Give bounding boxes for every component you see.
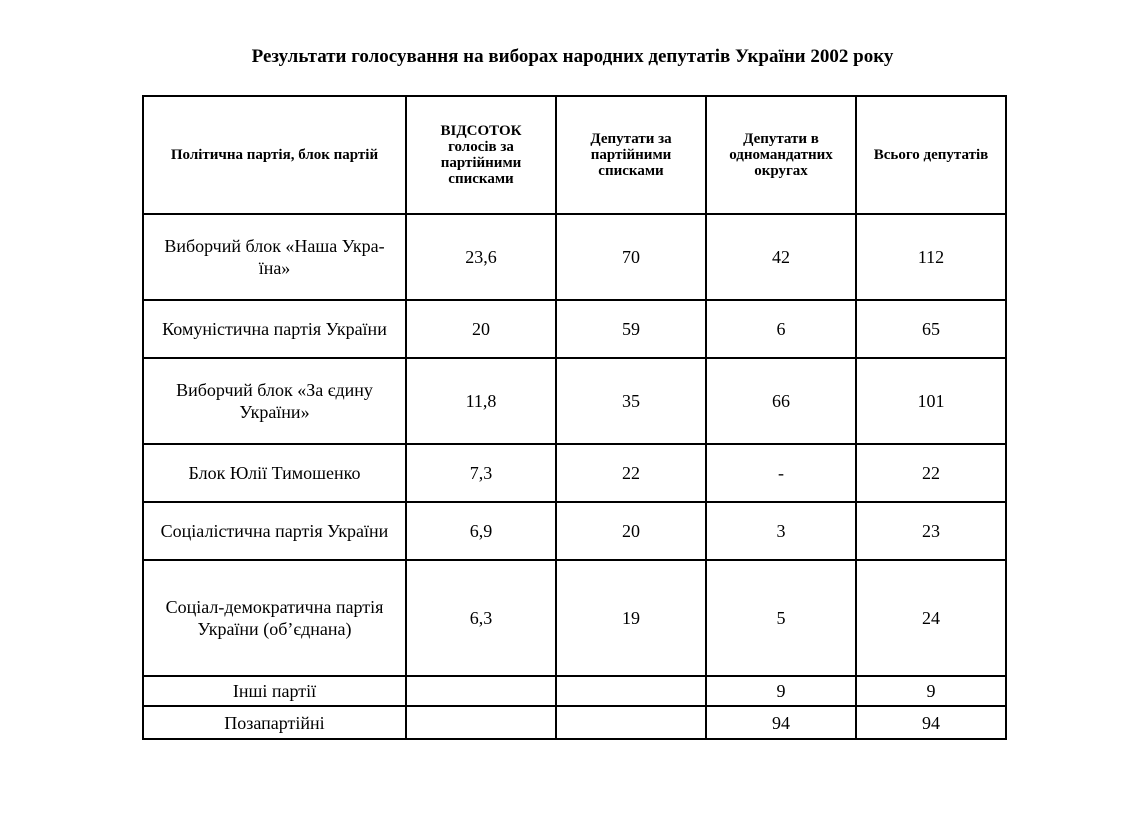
table-row	[143, 300, 1006, 358]
table-row	[143, 358, 1006, 444]
total-cell: 101	[856, 358, 1006, 444]
total-cell: 94	[856, 706, 1006, 739]
list-cell: 35	[556, 358, 706, 444]
table-row	[143, 444, 1006, 502]
header-row	[143, 96, 1006, 214]
total-cell: 65	[856, 300, 1006, 358]
single-cell: 3	[706, 502, 856, 560]
total-cell: 112	[856, 214, 1006, 300]
total-cell: 24	[856, 560, 1006, 676]
party-cell: Комуністична партія України	[143, 300, 406, 358]
header-percent: ВІДСОТОК голосів за партійними списками	[406, 96, 556, 214]
list-cell	[556, 676, 706, 706]
single-cell: 66	[706, 358, 856, 444]
list-cell: 19	[556, 560, 706, 676]
list-cell: 20	[556, 502, 706, 560]
list-cell: 70	[556, 214, 706, 300]
single-cell: 5	[706, 560, 856, 676]
total-cell: 23	[856, 502, 1006, 560]
total-cell: 22	[856, 444, 1006, 502]
total-cell: 9	[856, 676, 1006, 706]
percent-cell	[406, 706, 556, 739]
party-cell: Виборчий блок «Наша Укра-їна»	[143, 214, 406, 300]
percent-cell: 6,3	[406, 560, 556, 676]
table-row	[143, 676, 1006, 706]
list-cell: 59	[556, 300, 706, 358]
header-single-mandate-deputies: Депутати в одномандатних округах	[706, 96, 856, 214]
percent-cell	[406, 676, 556, 706]
party-cell: Позапартійні	[143, 706, 406, 739]
percent-cell: 6,9	[406, 502, 556, 560]
table-row	[143, 560, 1006, 676]
party-cell: Виборчий блок «За єдину України»	[143, 358, 406, 444]
table-row	[143, 214, 1006, 300]
percent-cell: 11,8	[406, 358, 556, 444]
header-party: Політична партія, блок партій	[143, 96, 406, 214]
single-cell: 94	[706, 706, 856, 739]
party-cell: Соціалістична партія України	[143, 502, 406, 560]
percent-cell: 23,6	[406, 214, 556, 300]
page-title: Результати голосування на виборах народних депутатів України 2002 року	[251, 46, 894, 67]
single-cell: 6	[706, 300, 856, 358]
header-list-deputies: Депутати за партійними списками	[556, 96, 706, 214]
list-cell	[556, 706, 706, 739]
table-row	[143, 502, 1006, 560]
table-row	[143, 706, 1006, 739]
party-cell: Блок Юлії Тимошенко	[143, 444, 406, 502]
single-cell: 42	[706, 214, 856, 300]
single-cell: -	[706, 444, 856, 502]
results-table	[142, 95, 1007, 740]
header-total-deputies: Всього депутатів	[856, 96, 1006, 214]
party-cell: Соціал-демократична партія України (об’єднана)	[143, 560, 406, 676]
single-cell: 9	[706, 676, 856, 706]
percent-cell: 7,3	[406, 444, 556, 502]
percent-cell: 20	[406, 300, 556, 358]
party-cell: Інші партії	[143, 676, 406, 706]
list-cell: 22	[556, 444, 706, 502]
